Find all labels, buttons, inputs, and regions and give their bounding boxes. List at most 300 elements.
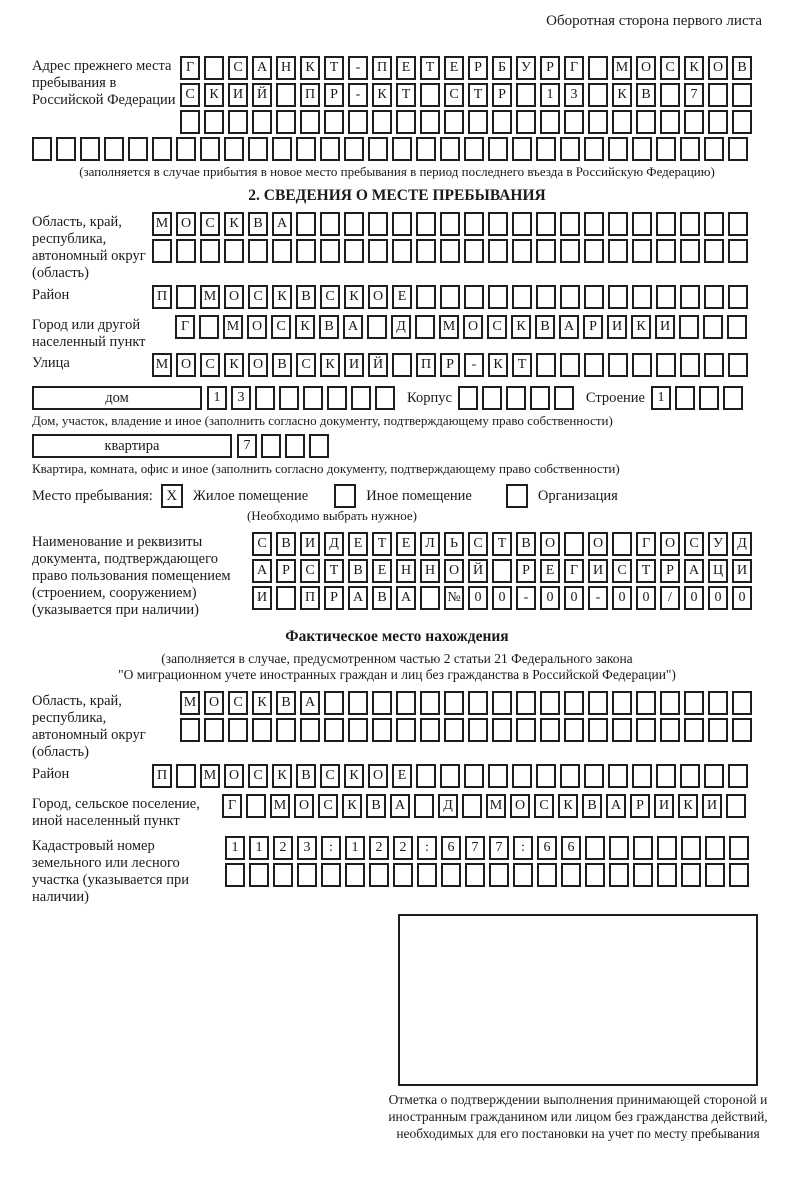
char-cell (708, 110, 728, 134)
prev-address-cells-row-3[interactable] (180, 110, 756, 134)
char-cell (261, 434, 281, 458)
char-cell (612, 532, 632, 556)
char-cell (420, 83, 440, 107)
char-cell (414, 794, 434, 818)
char-cell (729, 863, 749, 887)
char-cell: Н (420, 559, 440, 583)
char-cell (396, 718, 416, 742)
char-cell (588, 56, 608, 80)
char-cell (128, 137, 148, 161)
char-cell (320, 239, 340, 263)
char-cell: 0 (684, 586, 704, 610)
char-cell: С (318, 794, 338, 818)
char-cell: - (588, 586, 608, 610)
char-cell (228, 718, 248, 742)
char-cell: Т (468, 83, 488, 107)
char-cell: 0 (540, 586, 560, 610)
char-cell: - (348, 83, 368, 107)
stroenie-cells[interactable] (651, 386, 747, 410)
char-cell (564, 691, 584, 715)
city-cells-row[interactable] (175, 315, 751, 339)
char-cell: П (416, 353, 436, 377)
char-cell (656, 239, 676, 263)
char-cell: А (272, 212, 292, 236)
char-cell: Р (660, 559, 680, 583)
char-cell (392, 212, 412, 236)
char-cell: О (463, 315, 483, 339)
char-cell (513, 863, 533, 887)
char-cell: С (660, 56, 680, 80)
char-cell (704, 764, 724, 788)
char-cell: С (200, 353, 220, 377)
char-cell: 0 (636, 586, 656, 610)
char-cell: О (368, 764, 388, 788)
char-cell (440, 764, 460, 788)
char-cell: Р (516, 559, 536, 583)
char-cell: В (372, 586, 392, 610)
char-cell (482, 386, 502, 410)
char-cell: : (417, 836, 437, 860)
char-cell (272, 239, 292, 263)
document-label: Наименование и реквизиты документа, подтверждающего право пользования помещением (строением, сооружением) (указывается при наличии) (32, 534, 231, 618)
char-cell (704, 137, 724, 161)
char-cell (708, 718, 728, 742)
char-cell: В (636, 83, 656, 107)
organization-checkbox[interactable] (506, 484, 528, 508)
char-cell (80, 137, 100, 161)
char-cell: Й (252, 83, 272, 107)
char-cell (537, 863, 557, 887)
char-cell (464, 137, 484, 161)
char-cell (204, 56, 224, 80)
char-cell (584, 239, 604, 263)
char-cell: Р (468, 56, 488, 80)
char-cell: В (516, 532, 536, 556)
char-cell (723, 386, 743, 410)
char-cell (704, 239, 724, 263)
char-cell (612, 718, 632, 742)
actual-location-title: Фактическое место нахождения (285, 628, 509, 645)
char-cell: : (513, 836, 533, 860)
char-cell: О (247, 315, 267, 339)
char-cell (530, 386, 550, 410)
char-cell: К (511, 315, 531, 339)
char-cell: С (320, 764, 340, 788)
actual-location-note-1: (заполняется в случае, предусмотренном частью 2 статьи 21 Федерального закона (161, 651, 633, 666)
char-cell: И (655, 315, 675, 339)
char-cell: А (348, 586, 368, 610)
char-cell: В (248, 212, 268, 236)
char-cell (560, 353, 580, 377)
char-cell: М (152, 353, 172, 377)
residential-label: Жилое помещение (192, 487, 309, 504)
char-cell: 3 (231, 386, 251, 410)
char-cell (732, 110, 752, 134)
char-cell (488, 239, 508, 263)
char-cell: Л (420, 532, 440, 556)
char-cell (708, 691, 728, 715)
actual-region-block (32, 691, 762, 761)
actual-region-cells-row-1[interactable] (180, 691, 756, 715)
char-cell: О (588, 532, 608, 556)
char-cell: Т (420, 56, 440, 80)
char-cell: С (534, 794, 554, 818)
char-cell (540, 718, 560, 742)
char-cell: 2 (393, 836, 413, 860)
char-cell: И (588, 559, 608, 583)
char-cell (492, 718, 512, 742)
char-cell: К (372, 83, 392, 107)
char-cell: С (300, 559, 320, 583)
char-cell: О (660, 532, 680, 556)
char-cell: О (636, 56, 656, 80)
char-cell: А (343, 315, 363, 339)
char-cell: Г (564, 56, 584, 80)
char-cell (464, 764, 484, 788)
char-cell (675, 386, 695, 410)
char-cell: Р (630, 794, 650, 818)
char-cell: 7 (465, 836, 485, 860)
char-cell: К (252, 691, 272, 715)
street-cells-row[interactable] (152, 353, 752, 377)
char-cell (32, 137, 52, 161)
char-cell: Г (636, 532, 656, 556)
char-cell: В (276, 532, 296, 556)
char-cell: Е (392, 764, 412, 788)
char-cell (345, 863, 365, 887)
char-cell (416, 212, 436, 236)
actual-district-block (32, 764, 762, 791)
char-cell: И (252, 586, 272, 610)
stroenie-label: Строение (585, 390, 645, 406)
char-cell: А (300, 691, 320, 715)
char-cell (225, 863, 245, 887)
district-cells-row[interactable] (152, 285, 752, 309)
char-cell: К (320, 353, 340, 377)
char-cell (612, 110, 632, 134)
char-cell: М (612, 56, 632, 80)
char-cell (249, 863, 269, 887)
char-cell (608, 353, 628, 377)
char-cell (608, 239, 628, 263)
char-cell: Р (324, 83, 344, 107)
korpus-cells[interactable] (458, 386, 578, 410)
char-cell: 0 (732, 586, 752, 610)
char-cell (180, 718, 200, 742)
char-cell (728, 764, 748, 788)
char-cell (420, 110, 440, 134)
char-cell: Р (276, 559, 296, 583)
char-cell (416, 764, 436, 788)
char-cell: № (444, 586, 464, 610)
char-cell: 1 (540, 83, 560, 107)
char-cell: К (684, 56, 704, 80)
char-cell (492, 559, 512, 583)
char-cell (512, 764, 532, 788)
city-block (32, 315, 762, 351)
char-cell: К (295, 315, 315, 339)
char-cell (560, 285, 580, 309)
char-cell: И (300, 532, 320, 556)
char-cell (152, 137, 172, 161)
char-cell (680, 239, 700, 263)
char-cell (348, 718, 368, 742)
char-cell: 1 (249, 836, 269, 860)
char-cell: 6 (561, 836, 581, 860)
char-cell (684, 718, 704, 742)
char-cell (512, 212, 532, 236)
char-cell (321, 863, 341, 887)
char-cell (536, 137, 556, 161)
char-cell (554, 386, 574, 410)
stamp-box (398, 914, 758, 1086)
char-cell: Г (564, 559, 584, 583)
char-cell: Ц (708, 559, 728, 583)
actual-district-cells-row[interactable] (152, 764, 752, 788)
char-cell: Р (440, 353, 460, 377)
char-cell (705, 836, 725, 860)
house-label-box: дом (32, 386, 202, 410)
char-cell (680, 353, 700, 377)
char-cell: К (558, 794, 578, 818)
char-cell: Г (180, 56, 200, 80)
char-cell (176, 137, 196, 161)
apartment-label-box: квартира (32, 434, 232, 458)
char-cell: С (180, 83, 200, 107)
char-cell: Н (396, 559, 416, 583)
char-cell (396, 691, 416, 715)
char-cell (656, 353, 676, 377)
char-cell (680, 764, 700, 788)
char-cell: М (439, 315, 459, 339)
char-cell: О (248, 353, 268, 377)
char-cell: П (152, 285, 172, 309)
char-cell: О (176, 212, 196, 236)
char-cell: Е (396, 56, 416, 80)
char-cell: Е (348, 532, 368, 556)
char-cell: К (344, 764, 364, 788)
char-cell: К (224, 353, 244, 377)
char-cell: И (654, 794, 674, 818)
char-cell (300, 718, 320, 742)
char-cell (560, 212, 580, 236)
char-cell (540, 110, 560, 134)
char-cell (372, 691, 392, 715)
char-cell (351, 386, 371, 410)
char-cell (296, 212, 316, 236)
char-cell (732, 718, 752, 742)
char-cell (704, 285, 724, 309)
char-cell: Д (391, 315, 411, 339)
char-cell: Е (372, 559, 392, 583)
char-cell: Т (372, 532, 392, 556)
organization-label: Организация (537, 487, 618, 504)
char-cell (612, 691, 632, 715)
prev-address-cells-row-2[interactable] (180, 83, 756, 107)
char-cell: С (444, 83, 464, 107)
char-cell (344, 212, 364, 236)
char-cell (681, 836, 701, 860)
char-cell (536, 212, 556, 236)
char-cell (273, 863, 293, 887)
cadastral-cells-row-2[interactable] (225, 863, 753, 887)
char-cell (276, 110, 296, 134)
char-cell (372, 718, 392, 742)
char-cell (732, 83, 752, 107)
char-cell: - (516, 586, 536, 610)
char-cell (656, 137, 676, 161)
char-cell (584, 285, 604, 309)
char-cell: Т (324, 559, 344, 583)
char-cell (204, 718, 224, 742)
char-cell (420, 718, 440, 742)
char-cell (441, 863, 461, 887)
char-cell: Т (396, 83, 416, 107)
char-cell: Е (392, 285, 412, 309)
char-cell (608, 212, 628, 236)
char-cell (440, 137, 460, 161)
document-cells-row-1[interactable] (252, 532, 756, 556)
char-cell: Ь (444, 532, 464, 556)
char-cell: 6 (441, 836, 461, 860)
actual-region-label: Область, край, республика, автономный округ (область) (32, 693, 146, 760)
actual-city-cells-row[interactable] (222, 794, 750, 818)
char-cell (309, 434, 329, 458)
char-cell (248, 137, 268, 161)
char-cell: В (535, 315, 555, 339)
char-cell: 0 (564, 586, 584, 610)
stay-choose-note: (Необходимо выбрать нужное) (246, 508, 418, 523)
char-cell (633, 863, 653, 887)
char-cell (632, 137, 652, 161)
char-cell (516, 110, 536, 134)
char-cell: / (660, 586, 680, 610)
char-cell (368, 239, 388, 263)
char-cell: 2 (369, 836, 389, 860)
char-cell (372, 110, 392, 134)
char-cell: П (372, 56, 392, 80)
char-cell: С (200, 212, 220, 236)
char-cell (320, 137, 340, 161)
char-cell (199, 315, 219, 339)
char-cell (506, 386, 526, 410)
char-cell (660, 691, 680, 715)
char-cell: К (488, 353, 508, 377)
char-cell (276, 718, 296, 742)
char-cell: М (200, 285, 220, 309)
char-cell (588, 83, 608, 107)
other-premises-checkbox[interactable] (334, 484, 356, 508)
char-cell: О (224, 285, 244, 309)
char-cell (444, 691, 464, 715)
document-cells-row-2[interactable] (252, 559, 756, 583)
char-cell: 3 (297, 836, 317, 860)
char-cell: А (252, 56, 272, 80)
char-cell (416, 285, 436, 309)
char-cell (444, 110, 464, 134)
char-cell: 0 (492, 586, 512, 610)
residential-checkbox[interactable]: X (161, 484, 183, 508)
char-cell (656, 285, 676, 309)
char-cell: М (180, 691, 200, 715)
char-cell (392, 353, 412, 377)
char-cell: 3 (564, 83, 584, 107)
char-cell (369, 863, 389, 887)
region-cells-row-2[interactable] (152, 239, 752, 263)
char-cell (636, 718, 656, 742)
char-cell: Р (540, 56, 560, 80)
char-cell (297, 863, 317, 887)
char-cell (492, 691, 512, 715)
document-cells-row-3[interactable] (252, 586, 756, 610)
char-cell (440, 285, 460, 309)
char-cell (272, 137, 292, 161)
char-cell (609, 863, 629, 887)
char-cell (320, 212, 340, 236)
apartment-number-cells[interactable] (237, 434, 333, 458)
char-cell: М (486, 794, 506, 818)
page-corner-note: Оборотная сторона первого листа (546, 13, 762, 29)
char-cell: Р (583, 315, 603, 339)
char-cell: В (276, 691, 296, 715)
cadastral-cells-row-1[interactable] (225, 836, 753, 860)
actual-region-cells-row-2[interactable] (180, 718, 756, 742)
char-cell (679, 315, 699, 339)
char-cell: И (228, 83, 248, 107)
char-cell (468, 718, 488, 742)
char-cell: У (516, 56, 536, 80)
prev-address-cells-row-4[interactable] (32, 137, 762, 161)
char-cell (285, 434, 305, 458)
char-cell (396, 110, 416, 134)
cadastral-block (32, 836, 762, 906)
char-cell: В (348, 559, 368, 583)
char-cell (324, 691, 344, 715)
char-cell (488, 137, 508, 161)
house-number-cells[interactable] (207, 386, 399, 410)
char-cell (584, 137, 604, 161)
char-cell (660, 110, 680, 134)
prev-address-cells-row-1[interactable] (180, 56, 756, 80)
region-cells-row-1[interactable] (152, 212, 752, 236)
char-cell (728, 137, 748, 161)
char-cell: С (320, 285, 340, 309)
char-cell: С (487, 315, 507, 339)
char-cell: Е (540, 559, 560, 583)
char-cell: С (252, 532, 272, 556)
char-cell (420, 691, 440, 715)
char-cell: К (344, 285, 364, 309)
char-cell: Г (175, 315, 195, 339)
char-cell (488, 764, 508, 788)
char-cell (608, 285, 628, 309)
char-cell: И (702, 794, 722, 818)
char-cell (279, 386, 299, 410)
char-cell: В (296, 285, 316, 309)
char-cell (512, 285, 532, 309)
prev-address-block (32, 56, 762, 134)
char-cell (584, 212, 604, 236)
char-cell (464, 239, 484, 263)
char-cell (560, 239, 580, 263)
char-cell: С (296, 353, 316, 377)
stay-type-row (32, 484, 762, 508)
char-cell (324, 110, 344, 134)
char-cell (536, 353, 556, 377)
char-cell: В (272, 353, 292, 377)
char-cell (728, 239, 748, 263)
char-cell (588, 691, 608, 715)
